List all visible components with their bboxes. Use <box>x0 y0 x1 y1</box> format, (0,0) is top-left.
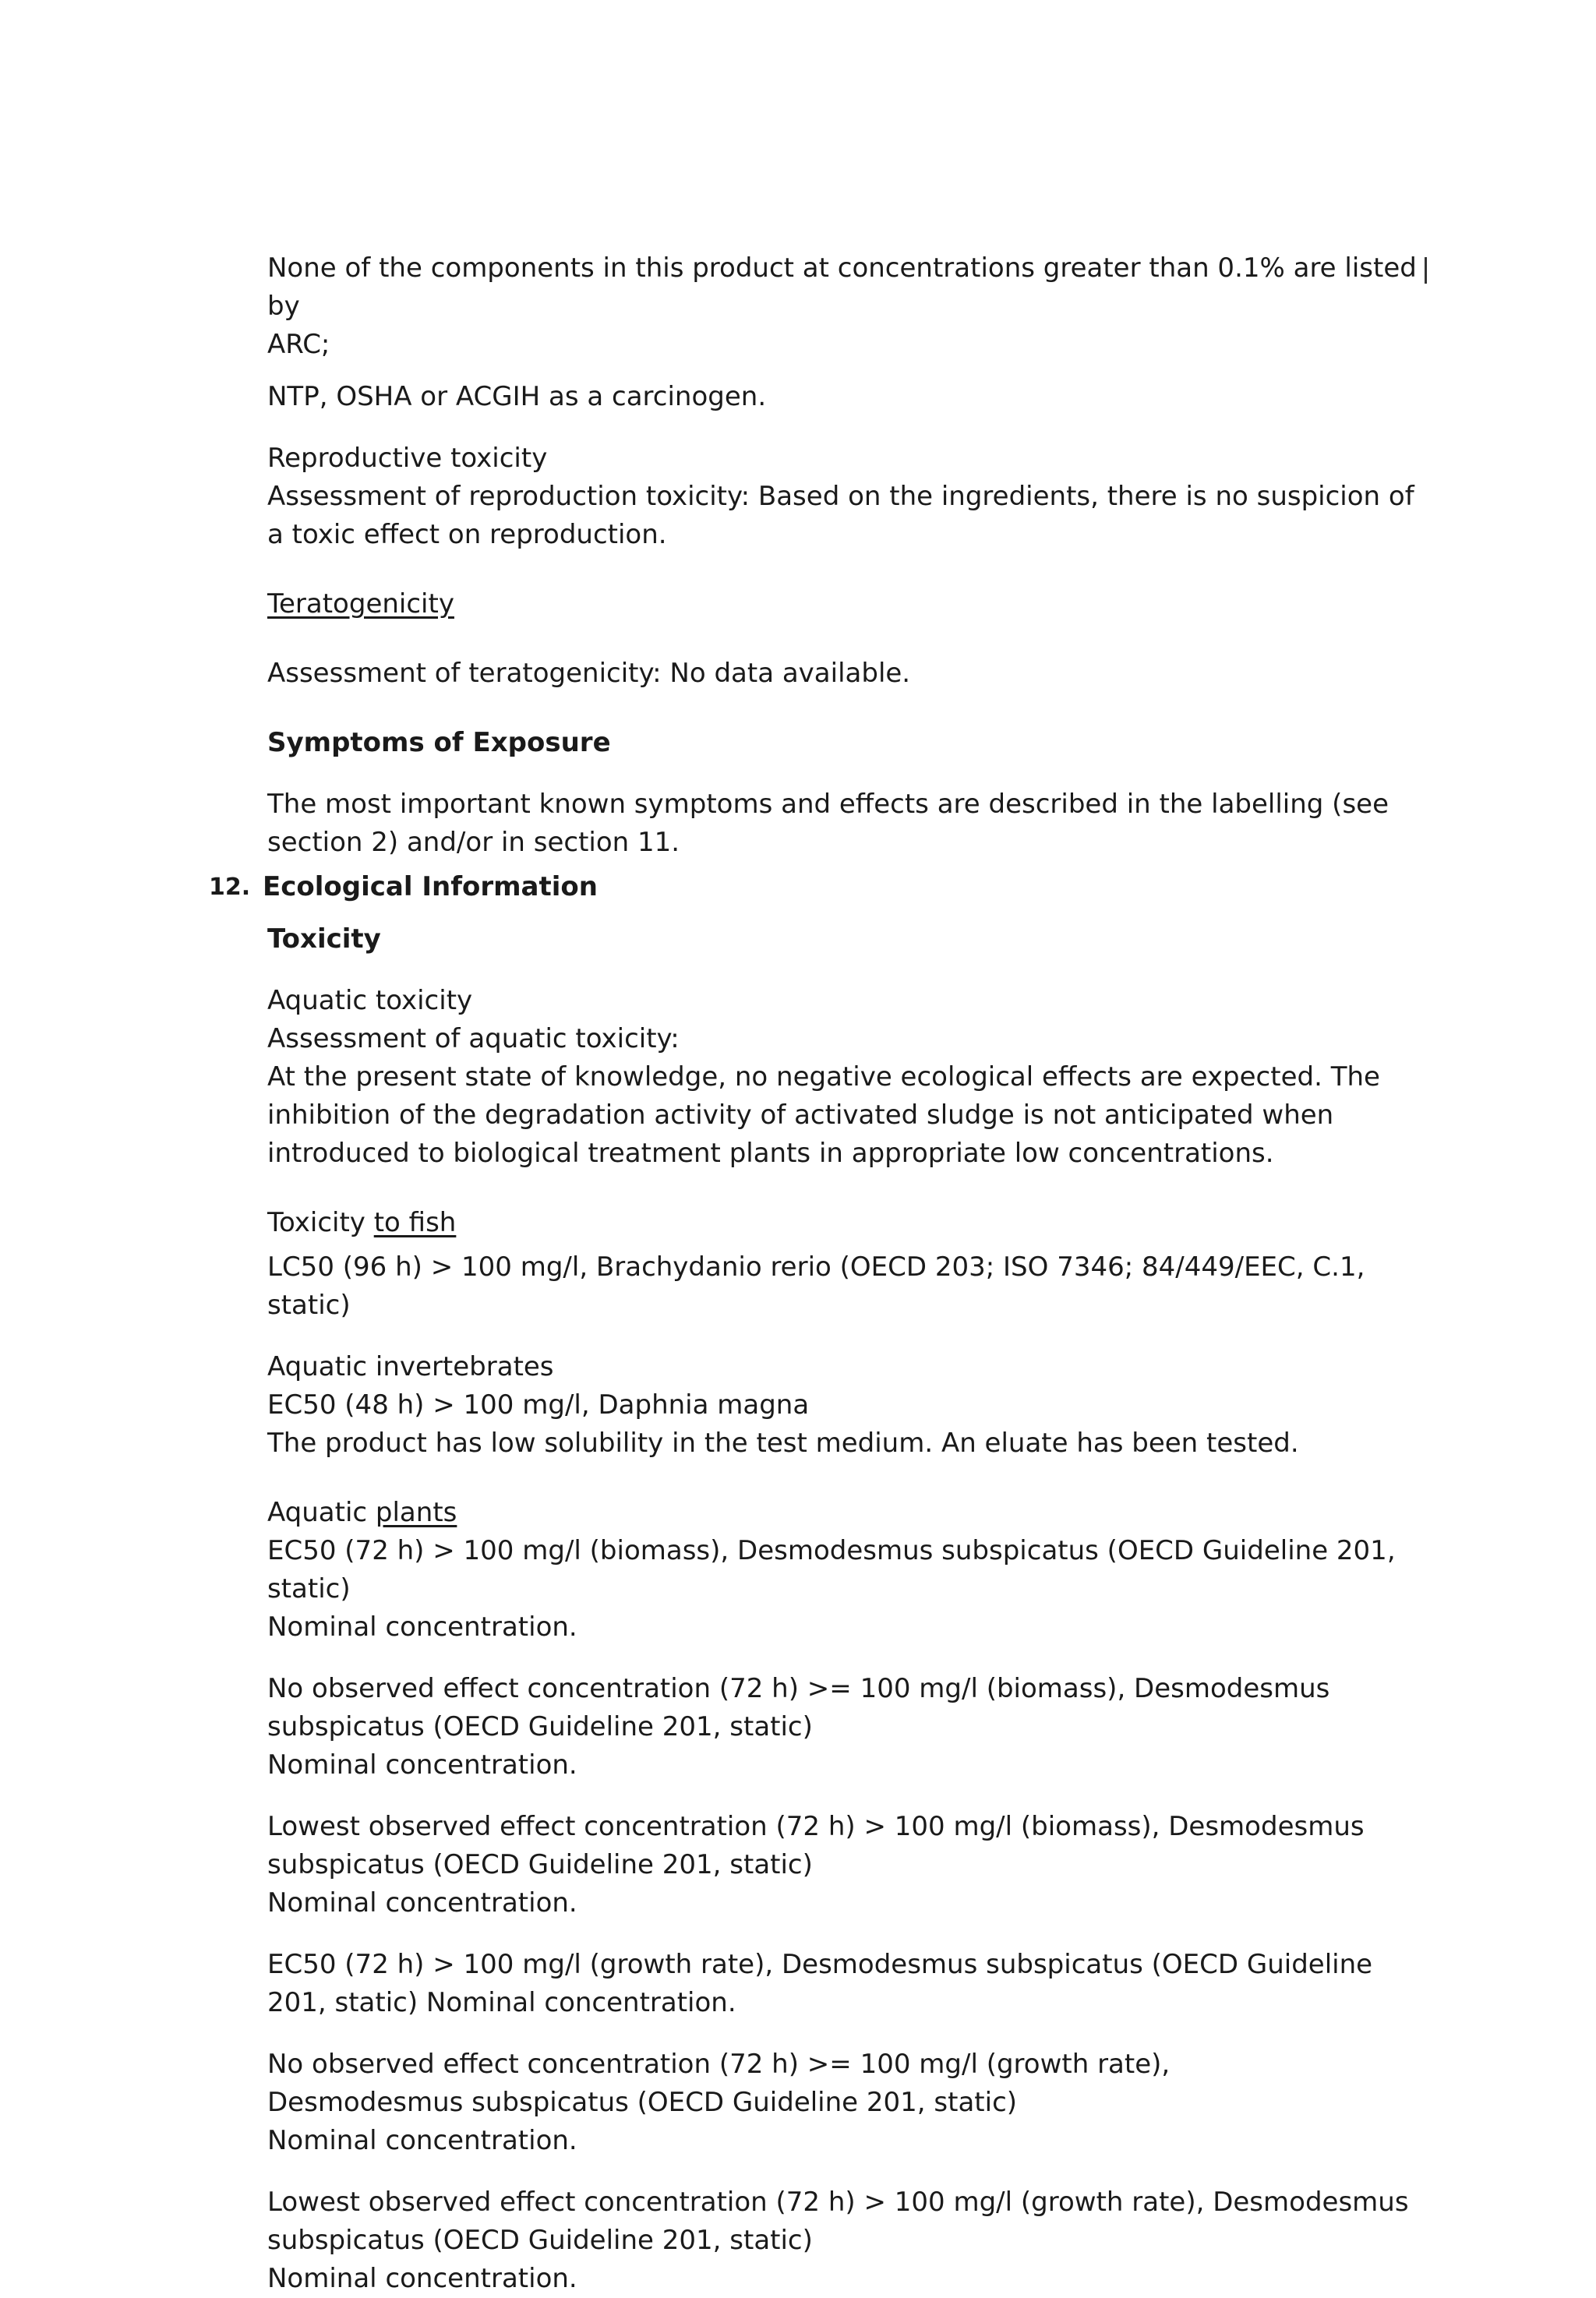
symptoms-text: The most important known symptoms and effects are described in the labelling (see section 2) and/or in section 11. <box>267 789 1389 858</box>
toxicity-heading: Toxicity <box>267 923 381 955</box>
plants-entry-text: EC50 (72 h) > 100 mg/l (growth rate), Desmodesmus subspicatus (OECD Guideline 201, static) Nominal concentration. <box>267 1949 1373 2018</box>
plants-entry-text: Lowest observed effect concentration (72 h) > 100 mg/l (biomass), Desmodesmus subspicatus (OECD Guideline 201, static) <box>267 1811 1365 1880</box>
teratogenicity-text: Assessment of teratogenicity: No data available. <box>267 658 911 689</box>
section-title: Ecological Information <box>263 871 598 902</box>
reproductive-text: Assessment of reproduction toxicity: Based on the ingredients, there is no suspicion of a toxic effect on reproduction. <box>267 481 1414 550</box>
carcinogenicity-line1-cont: ARC; <box>267 329 330 360</box>
aquatic-assessment-label: Assessment of aquatic toxicity: <box>267 1023 680 1054</box>
symptoms-heading: Symptoms of Exposure <box>267 727 611 758</box>
plants-entry-note: Nominal concentration. <box>267 1887 577 1919</box>
plants-entry-text: No observed effect concentration (72 h) >= 100 mg/l (growth rate), Desmodesmus subspicatus (OECD Guideline 201, static) <box>267 2049 1171 2118</box>
plants-entry-note: Nominal concentration. <box>267 1611 577 1643</box>
plants-entry-text: Lowest observed effect concentration (72 h) > 100 mg/l (growth rate), Desmodesmus subspicatus (OECD Guideline 201, static) <box>267 2187 1409 2256</box>
teratogenicity-heading: Teratogenicity <box>267 588 454 620</box>
carcinogenicity-line2: NTP, OSHA or ACGIH as a carcinogen. <box>267 381 767 412</box>
fish-heading-prefix: Toxicity <box>267 1207 374 1238</box>
fish-toxicity-text: LC50 (96 h) > 100 mg/l, Brachydanio rerio (OECD 203; ISO 7346; 84/449/EEC, C.1, static) <box>267 1251 1365 1321</box>
plants-entry-text: No observed effect concentration (72 h) >= 100 mg/l (biomass), Desmodesmus subspicatus (OECD Guideline 201, static) <box>267 1673 1330 1742</box>
fish-toxicity-heading <box>267 1204 1452 1242</box>
section-12-heading <box>209 868 1452 906</box>
section-number: 12. <box>209 874 251 901</box>
plants-heading-prefix: Aquatic <box>267 1497 376 1528</box>
document-body <box>209 249 1452 2298</box>
invertebrates-heading: Aquatic invertebrates <box>267 1351 554 1382</box>
aquatic-toxicity-heading: Aquatic toxicity <box>267 985 473 1016</box>
plants-entry-note: Nominal concentration. <box>267 2263 577 2294</box>
invertebrates-line2: The product has low solubility in the test medium. An eluate has been tested. <box>267 1428 1299 1459</box>
plants-heading-underlined: plants <box>375 1497 457 1528</box>
plants-entry-note: Nominal concentration. <box>267 2125 577 2156</box>
plants-heading <box>267 1494 1452 1532</box>
plants-entry-text: EC50 (72 h) > 100 mg/l (biomass), Desmodesmus subspicatus (OECD Guideline 201, static) <box>267 1535 1396 1604</box>
aquatic-assessment-text: At the present state of knowledge, no negative ecological effects are expected. The inhibition of the degradation activity of activated sludge is not anticipated when introduced to biological treatment plants in appropriate low concentrations. <box>267 1061 1380 1169</box>
carcinogenicity-line1: None of the components in this product at concentrations greater than 0.1% are listed by <box>267 252 1417 322</box>
plants-entry-note: Nominal concentration. <box>267 1749 577 1781</box>
reproductive-heading: Reproductive toxicity <box>267 443 548 474</box>
invertebrates-line1: EC50 (48 h) > 100 mg/l, Daphnia magna <box>267 1389 810 1421</box>
fish-heading-underlined: to fish <box>373 1207 457 1238</box>
